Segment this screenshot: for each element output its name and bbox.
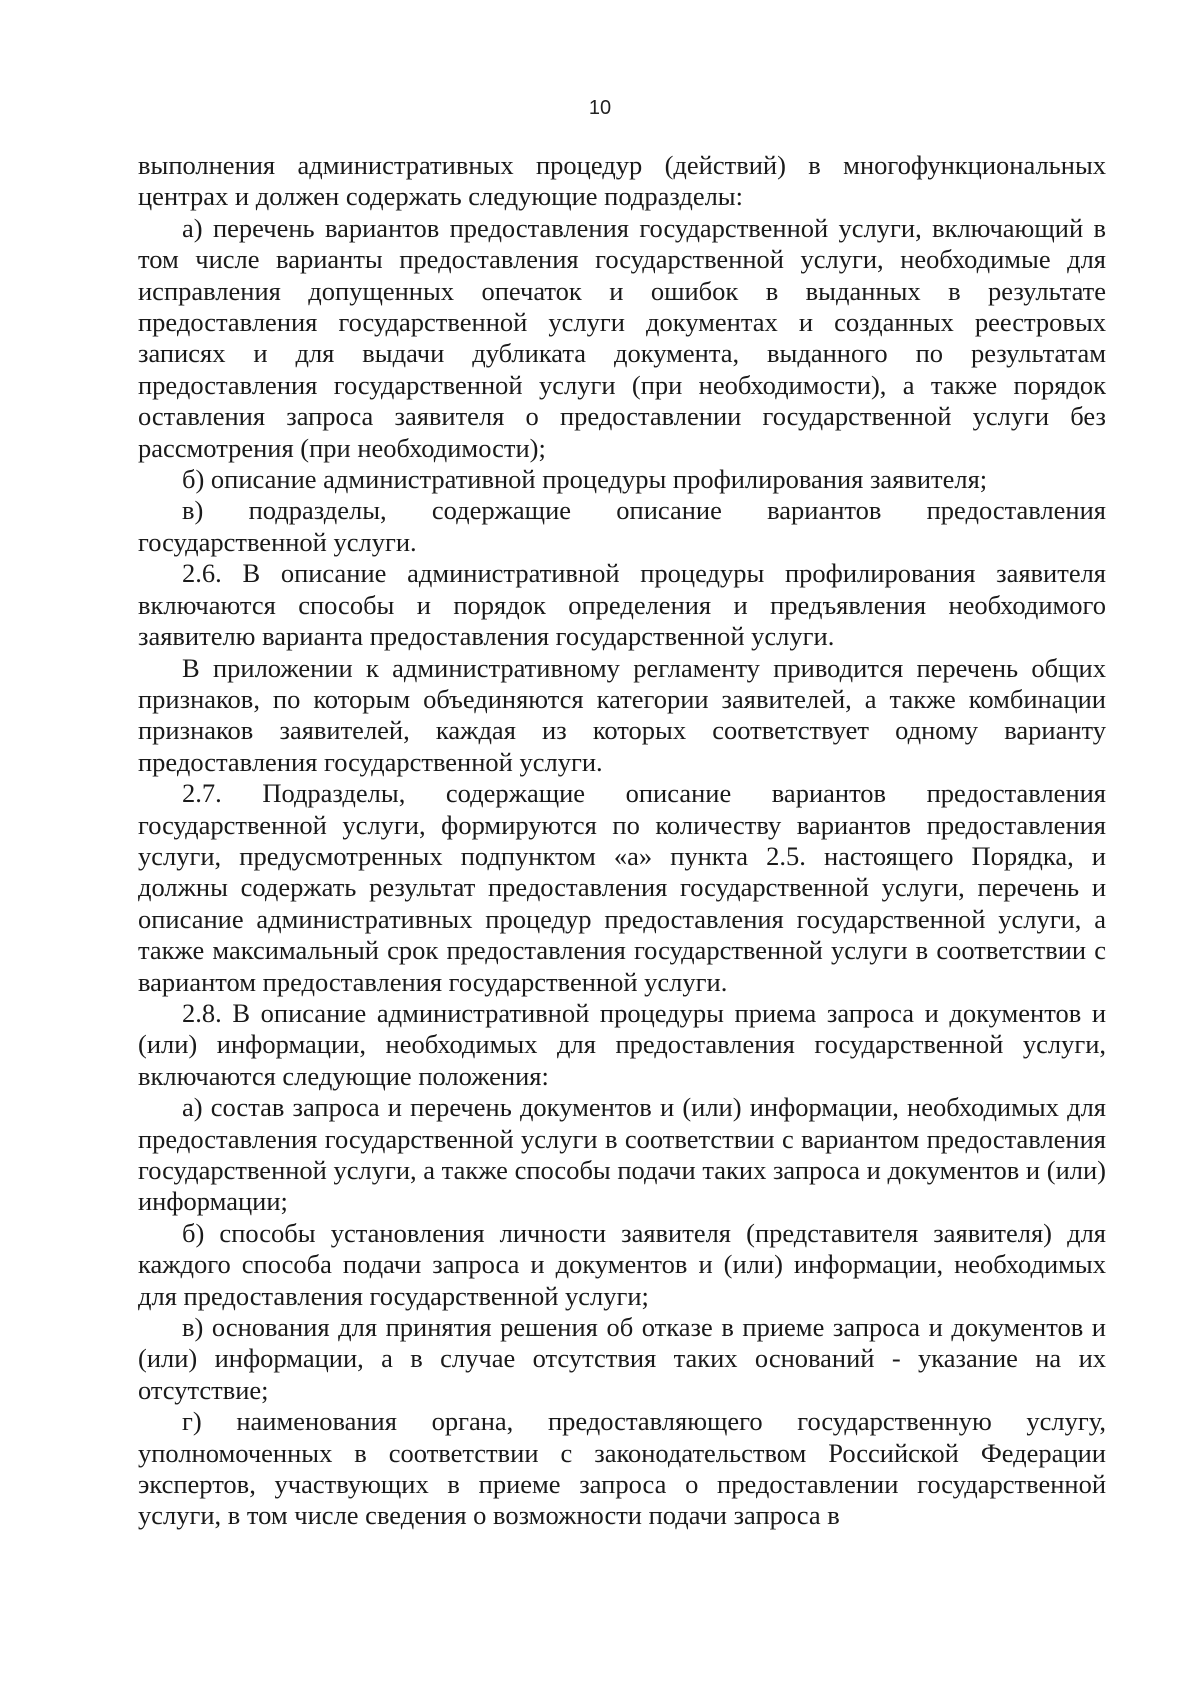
paragraph: в) подразделы, содержащие описание вариантов предоставления государственной услуги.: [138, 495, 1106, 557]
paragraph: а) состав запроса и перечень документов и (или) информации, необходимых для предоставления государственной услуги в соответствии с вариантом предоставления государственной услуги, а также способы подачи таких запроса и документов и (или) информации;: [138, 1092, 1106, 1217]
paragraph: 2.7. Подразделы, содержащие описание вариантов предоставления государственной услуги, формируются по количеству вариантов предоставления услуги, предусмотренных подпунктом «а» пункта 2.5. настоящего Порядка, и должны содержать результат предоставления государственной услуги, перечень и описание административных процедур предоставления государственной услуги, а также максимальный срок предоставления государственной услуги в соответствии с вариантом предоставления государственной услуги.: [138, 778, 1106, 997]
paragraph: выполнения административных процедур (действий) в многофункциональных центрах и должен содержать следующие подразделы:: [138, 150, 1106, 212]
paragraph: б) описание административной процедуры профилирования заявителя;: [182, 464, 988, 495]
paragraph: 2.6. В описание административной процедуры профилирования заявителя включаются способы и порядок определения и предъявления необходимого заявителю варианта предоставления государственной услуги.: [138, 558, 1106, 652]
paragraph: в) основания для принятия решения об отказе в приеме запроса и документов и (или) информации, а в случае отсутствия таких оснований - указание на их отсутствие;: [138, 1312, 1106, 1405]
paragraph: а) перечень вариантов предоставления государственной услуги, включающий в том числе варианты предоставления государственной услуги, необходимые для исправления допущенных опечаток и ошибок в выданных в результате предоставления государственной услуги документах и созданных реестровых записях и для выдачи дубликата документа, выданного по результатам предоставления государственной услуги (при необходимости), а также порядок оставления запроса заявителя о предоставлении государственной услуги без рассмотрения (при необходимости);: [138, 212, 1106, 463]
paragraph: 2.8. В описание административной процедуры приема запроса и документов и (или) информации, необходимых для предоставления государственной услуги, включаются следующие положения:: [138, 997, 1106, 1091]
paragraph: г) наименования органа, предоставляющего государственную услугу, уполномоченных в соответствии с законодательством Российской Федерации экспертов, участвующих в приеме запроса о предоставлении государственной услуги, в том числе сведения о возможности подачи запроса в: [138, 1406, 1106, 1531]
page-number: 10: [588, 97, 612, 119]
document-body: [138, 150, 1106, 1532]
paragraph: б) способы установления личности заявителя (представителя заявителя) для каждого способа подачи запроса и документов и (или) информации, необходимых для предоставления государственной услуги;: [138, 1217, 1106, 1311]
paragraph: В приложении к административному регламенту приводится перечень общих признаков, по которым объединяются категории заявителей, а также комбинации признаков заявителей, каждая из которых соответствует одному варианту предоставления государственной услуги.: [138, 652, 1106, 777]
